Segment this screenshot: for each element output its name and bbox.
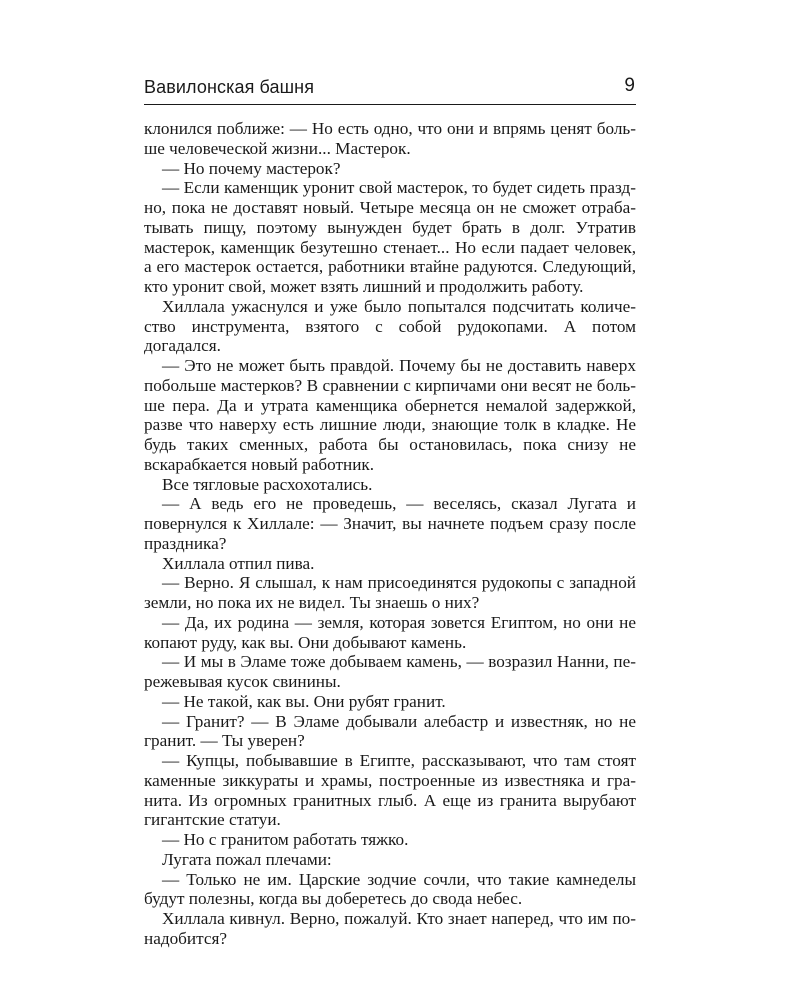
paragraph: клонился поближе: — Но есть одно, что они и впрямь ценят больше человеческой жизни... Мастерок. bbox=[144, 119, 636, 158]
running-header bbox=[144, 74, 636, 105]
paragraph: Хиллала кивнул. Верно, пожалуй. Кто знает наперед, что им понадобится? bbox=[144, 909, 636, 948]
paragraph: Все тягловые расхохотались. bbox=[162, 474, 373, 494]
paragraph: — И мы в Эламе тоже добываем камень, — возразил Нанни, пережевывая кусок свинины. bbox=[144, 652, 636, 691]
paragraph: — Купцы, побывавшие в Египте, рассказывают, что там стоят каменные зиккураты и храмы, построенные из известняка и гранита. Из огромных гранитных глыб. А еще из гранита вырубают гигантские статуи. bbox=[144, 751, 636, 830]
paragraph: — Не такой, как вы. Они рубят гранит. bbox=[162, 691, 446, 711]
paragraph: — Верно. Я слышал, к нам присоединятся рудокопы с западной земли, но пока их не видел. Ты знаешь о них? bbox=[144, 573, 636, 612]
running-title: Вавилонская башня bbox=[144, 77, 315, 97]
paragraph: Лугата пожал плечами: bbox=[162, 849, 332, 869]
paragraph: — Это не может быть правдой. Почему бы не доставить наверх побольше мастерков? В сравнении с кирпичами они весят не больше пера. Да и утрата каменщика обернется немалой задержкой, разве что наверху есть лишние люди, знающие толк в кладке. Не будь таких сменных, работа бы остановилась, пока снизу не вскарабкается новый работник. bbox=[144, 356, 636, 474]
page-number: 9 bbox=[624, 75, 635, 96]
paragraph: Хиллала ужаснулся и уже было попытался подсчитать количество инструмента, взятого с собой рудокопами. А потом догадался. bbox=[144, 296, 636, 356]
paragraph: Хиллала отпил пива. bbox=[162, 553, 315, 573]
paragraph: — А ведь его не проведешь, — веселясь, сказал Лугата и повернулся к Хиллале: — Значит, вы начнете подъем сразу после праздника? bbox=[144, 494, 636, 553]
paragraph: — Только не им. Царские зодчие сочли, что такие камнеделы будут полезны, когда вы доберетесь до свода небес. bbox=[144, 869, 636, 909]
paragraph: — Но почему мастерок? bbox=[162, 158, 341, 178]
paragraph: — Гранит? — В Эламе добывали алебастр и известняк, но не гранит. — Ты уверен? bbox=[144, 711, 636, 751]
paragraph: — Если каменщик уронит свой мастерок, то будет сидеть праздно, пока не доставят новый. Четыре месяца он не сможет отрабатывать пищу, поэтому вынужден будет брать в долг. Утратив мастерок, каменщик безутешно стенает... Но если падает человек, а его мастерок остается, работники втайне радуются. Следующий, кто уронит свой, может взять лишний и продолжить работу. bbox=[144, 178, 636, 296]
paragraph: — Да, их родина — земля, которая зовется Египтом, но они не копают руду, как вы. Они добывают камень. bbox=[144, 612, 636, 652]
body-text bbox=[144, 119, 636, 949]
paragraph: — Но с гранитом работать тяжко. bbox=[162, 830, 409, 849]
